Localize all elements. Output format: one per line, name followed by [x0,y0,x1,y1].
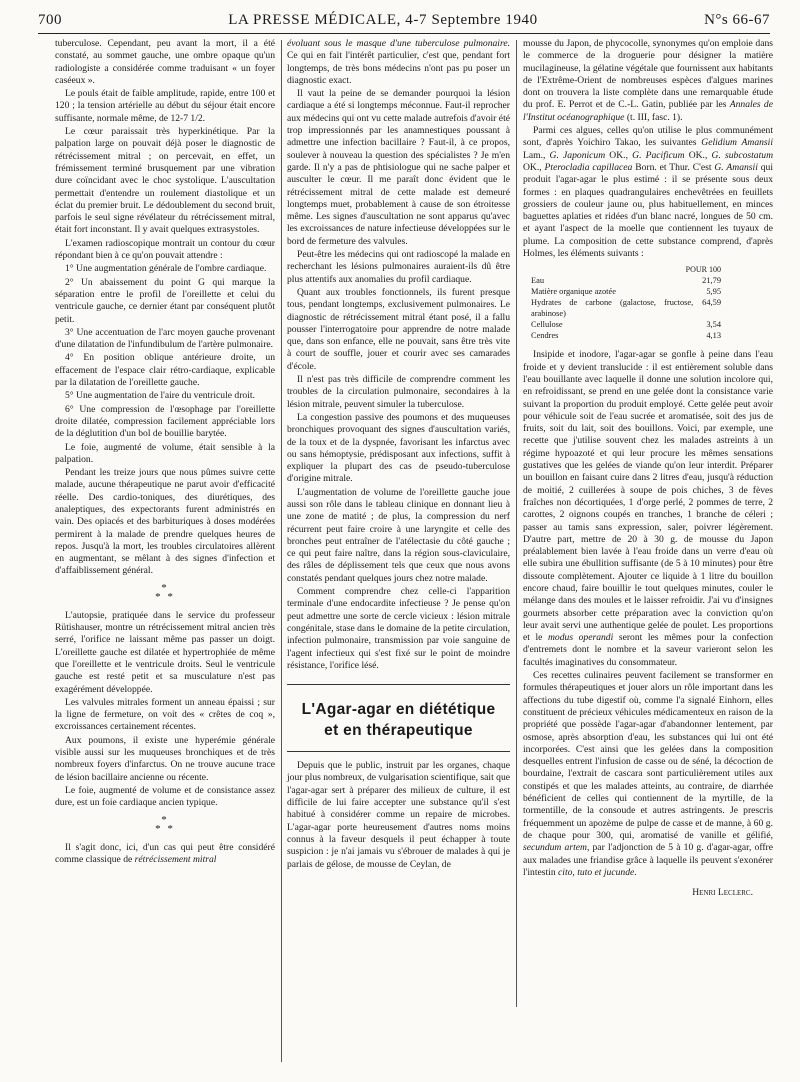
column-divider [281,40,282,1062]
title-line: L'Agar-agar en diététique [301,701,496,719]
paragraph: Peut-être les médecins qui ont radioscopé la malade en recherchant les lésions pulmonaires auraient-ils dû être plus attentifs aux anomalies du profil cardiaque. [287,249,510,285]
paragraph [523,349,773,669]
paragraph: L'autopsie, pratiquée dans le service du professeur Rütishauser, montre un rétrécissement mitral ancien très serré, l'orifice ne laissant même pas passer un doigt. L'oreillette gauche est dilatée et hypertrophiée de même que l'oreillette et le ventricule droits. Seul le ventricule gauche est resté petit et sa musculature n'est pas exagérément développée. [55,609,275,695]
column-divider [516,40,517,1007]
column-1 [55,38,275,867]
list-item: 2° Un abaissement du point G qui marque la séparation entre le profil de l'oreillette et celui du ventricule gauche, ce dernier étant par conséquent plutôt petit. [55,276,275,325]
paragraph: Aux poumons, il existe une hyperémie générale visible aussi sur les muqueuses bronchiques et de très nombreux foyers d'infarctus. On ne trouve aucune trace de lésion bacillaire ancienne ou récente. [55,734,275,783]
paragraph: Le cœur paraissait très hyperkinétique. Par la palpation large on pouvait déjà poser le diagnostic de rétrécissement mitral ; on percevait, en effet, un frémissement terminé brusquement par une vibration dure coïncidant avec le choc systolique. L'auscultation permettait d'entendre un roulement diastolique et un éclat du premier bruit. Le dédoublement du second bruit, parfois le seul signe révélateur du rétrécissement mitral, était fort inconstant. Il y avait quelques extrasystoles. [55,126,275,236]
text-run: Insipide et inodore, l'agar-agar se gonfle à peine dans l'eau froide et y devient translucide : il est entièrement soluble dans l'eau bouillante avec laquelle il donne une solution incolore qui, en refroidissant, se prend en une gelée dont la consistance varie suivant la proportion du produit employé. Cette gelée peut avoir pour véhicule soit de l'eau sucrée et aromatisée, soit des jus de fruits, soit du lait, soit des bouillons. Voici, par exemple, une recette que j'utilise souvent chez les malades astreints à un régime hypoazoté et qui leur procure les mêmes sensations gustatives que les gelées de viande qu'on leur interdit. Préparer un bouillon en faisant cuire dans 2 litres d'eau, jusqu'à réduction de moitié, 2 cuillerées à soupe de pois chiches, 3 de fèves fraîches non décortiquées, 1 d'orge perlé, 2 pommes de terre, 2 carottes, 2 oignons coupés en tranches, 1 branche de céleri ; passer au tamis sans expression, saler, poivrer légèrement. D'autre part, mettre de 20 à 30 g. de mousse du Japon préalablement bien lavée à l'eau froide dans un verre d'eau où elle subira une ébullition suffisante (de 5 à 10 minutes) pour être dissoute complètement. Ajouter ce liquide à 1 litre du bouillon encore chaud, faire bouillir le tout quelques minutes, couler le mélange dans des moules et le laisser refroidir. J'ai vu d'insignes gourmets absorber cette préparation avec la conviction qu'on leur avait servi une authentique gelée de poulet. Les proportions et le [523,349,773,644]
italic-run: Annales de l'Institut océanographique [523,99,773,123]
text-run: (t. III, fasc. 1). [624,111,683,123]
running-header [38,12,770,32]
italic-run: Gelidium Amansii [701,137,773,149]
journal-title: LA PRESSE MÉDICALE, 4-7 Septembre 1940 [228,12,538,28]
text-run: seront les mêmes pour la confection d'entremets dont le nombre et la saveur varieront selon les facultés imaginatives du consommateur. [523,632,773,668]
paragraph: L'examen radioscopique montrait un contour du cœur répondant bien à ce qu'on pouvait attendre : [55,237,275,262]
paragraph [523,125,773,260]
header-rule [38,33,770,34]
paragraph [523,38,773,124]
paragraph: Depuis que le public, instruit par les organes, chaque jour plus nombreux, de vulgarisation scientifique, sait que l'agar-agar sert à préparer des milieux de culture, il est difficile de lui faire accepter une substance qu'il s'est habitué à considérer comme un repaire de microbes. L'agar-agar porte heureusement d'autres noms moins connus à la faveur desquels il peut échapper à toute suspicion : je n'ai jamais vu s'ébrouer de malades à qui je parlais de gélose, de mousse de Ceylan, de [287,760,511,870]
list-item: 6° Une compression de l'œsophage par l'oreillette droite dilatée, compression facilement appréciable lors de la déglutition d'un bol de bouillie barytée. [55,403,275,440]
text-run: OK., [605,149,633,161]
list-item: 5° Une augmentation de l'aire du ventricule droit. [65,390,255,402]
row-value: 3,54 [706,320,721,330]
text-run: qui produit l'agar-agar le plus estimé : il se présente sous deux formes : en plaques quadrangulaires enchevêtrées en feuillets grossiers de couleur jaune ou, plus habituellement, en minces baguettes aplaties et ridées d'un blanc nacré, longues de 50 cm. et ayant l'aspect de la moelle que contiennent les tuyaux de plume. La composition de cette substance comprend, d'après Holmes, les éléments suivants : [523,161,773,260]
table-row [531,275,721,286]
paragraph: Il n'est pas très difficile de comprendre comment les troubles de la circulation pulmonaire, secondaires à la lésion mitrale, peuvent simuler la tuberculose. [287,374,510,410]
paragraph: Les valvules mitrales forment un anneau épaissi ; sur la ligne de fermeture, on voit des « crêtes de coq », excroissances certainement récentes. [55,696,275,733]
text-run: Ce qui en fait l'intérêt particulier, c'est que, pendant fort longtemps, de très bons médecins n'ont pas pu poser un diagnostic exact. [287,50,510,86]
paragraph: Le foie, augmenté de volume et de consistance assez dure, est un foie cardiaque ancien typique. [55,784,275,809]
paragraph [55,842,275,867]
row-label: Matière organique azotée [531,287,616,297]
row-value: 21,79 [702,276,721,286]
paragraph: L'augmentation de volume de l'oreillette gauche joue aussi son rôle dans le tableau clinique en donnant lieu à une zone de matité ; de plus, la compression du nerf récurrent peut faire croire à une laryngite et celle des bronches peut entraîner de l'atélectasie du côté gauche ; ce qui peut faire naître, dans la région sous-claviculaire, des râles de déplissement tels que ceux que nous avons constatés pendant quelques jours chez notre malade. [287,486,510,584]
italic-run: G. Japonicum [549,149,606,161]
italic-run: Pterocladia capillacea [544,161,633,173]
article-title [287,699,510,741]
paragraph: La congestion passive des poumons et des muqueuses bronchiques provoquant des signes d'auscultation variés, de la toux et de la dyspnée, favorisant les infarctus avec ou sans hémoptysie, prédisposant aux infections, suffit à expliquer la plupart des cas de pseudo-tuberculose d'origine mitrale. [287,411,510,485]
text-run: , par l'adjonction de 5 à 10 g. d'agar-agar, offre aux malades une friandise grâce à laquelle ils peuvent s'exonérer l'intestin [523,842,773,878]
table-row [531,286,721,297]
text-run: Parmi ces algues, celles qu'on utilise le plus communément sont, d'après Yoichiro Takao, les suivantes [523,125,773,149]
italic-run: G. subcostatum [711,149,773,161]
text-run: Lam., [523,149,550,161]
row-label: Hydrates de carbone (galactose, fructose, arabinose) [531,298,694,319]
row-label: Eau [531,276,545,286]
text-run: OK., [523,161,545,173]
row-label: Cellulose [531,320,563,330]
article-heading-box [287,684,510,752]
paragraph: Le pouls était de faible amplitude, rapide, entre 100 et 120 ; la tension artérielle au début du séjour était encore suffisante, normale même, de 12-7 1/2. [55,88,275,124]
paragraph [287,38,510,87]
column-3 [523,38,773,899]
row-value: 4,13 [706,331,721,341]
row-label: Cendres [531,331,559,341]
table-row [531,330,721,341]
italic-run: rétrécissement mitral [134,853,217,865]
issue-number: N°s 66-67 [704,12,770,28]
italic-run: évoluant sous le masque d'une tuberculose pulmonaire. [287,38,510,49]
paragraph [523,670,773,879]
text-run: . [634,866,637,878]
italic-run: G. Amansii [714,161,758,173]
table-row [531,319,721,330]
list-item: 4° En position oblique antérieure droite, un effacement de l'espace clair rétro-cardiaque, explicable par la dilatation de l'oreillette gauche. [55,352,275,389]
text-run: Ces recettes culinaires peuvent facilement se transformer en formules thérapeutiques et jouer alors un rôle important dans les affections du tube digestif où, comme l'a signalé Einhorn, elles constituent de précieux véhicules médicamenteux en raison de la propriété que possède l'agar-agar d'abandonner lentement, par osmose, après absorption d'eau, les substances qui lui ont été incorporées. C'est ainsi que les gelées dans la composition desquelles entrent l'infusion de casse ou de séné, la décoction de bourdaine, l'extrait de cascara sont particulièrement utiles aux constipés et que les malades atteints, au contraire, de diarrhée bénéficient de celles qui contiennent de la myrtille, de la tormentille, de la consoude et autres astringents. Je prescris fréquemment un apozème de pulpe de casse et de manne, à 60 g. de chaque pour 300, qui, aromatisé de vanille et gélifié, [523,670,773,841]
author-signature: Henri Leclerc. [692,887,753,899]
row-value: 5,95 [706,287,721,297]
list-item: 1° Une augmentation générale de l'ombre cardiaque. [65,263,267,275]
paragraph: Quant aux troubles fonctionnels, ils furent presque tous, pendant longtemps, exclusivement pulmonaires. Le diagnostic de rétrécissement mitral étant posé, il a fallu pousser l'interrogatoire pour apprendre de notre malade que, dans son enfance, elle ne pouvait, sans être très vite à court de souffle, jouer et courir avec ses camarades d'école. [287,286,510,372]
italic-run: secundum artem [523,842,587,854]
paragraph: Il vaut la peine de se demander pourquoi la lésion cardiaque a été si longtemps méconnue. Faut-il reprocher aux médecins qui ont vu cette malade autrefois d'avoir été trop impressionnés par les anamnestiques poussant à admettre une infection bacillaire ? Faut-il, à ce propos, soulever à nouveau la question des spécialistes ? Je m'en garde. Il n'y a pas de phtisiologue qui ne sache palper et ausculter le cœur. Il me paraît donc évident que le rétrécissement mitral de cette malade est demeuré longtemps muet, probablement à cause de son étroitesse même. Les signes d'auscultation ne sont apparus qu'avec les excroissances de nature infectieuse développées sur le bord de fermeture des valvules. [287,88,510,247]
italic-run: G. Pacificum [632,149,685,161]
table-row [531,297,721,319]
table-unit: POUR 100 [685,265,721,275]
paragraph: Comment comprendre chez celle-ci l'apparition terminale d'une endocardite infectieuse ? Je pense qu'on peut admettre une sorte de cercle vicieux : lésion mitrale congénitale, stase dans le domaine de la petite circulation, infection pulmonaire, transmission par voie sanguine de l'agent infectieux qui s'est fixé sur le point de moindre résistance, l'orifice lésé. [287,586,510,671]
text-run: Born. et Thur. C'est [632,161,715,173]
text-run: mousse du Japon, de phycocolle, synonymes qu'on emploie dans le commerce de la droguerie pour désigner la matière mucilagineuse, la gélatine végétale que fournissent aux habitants de l'Extrême-Orient de nombreuses espèces d'algues marines dont on trouvera la liste complète dans une remarquable étude du prof. E. Perrot et de C.-L. Gatin, publiée par les [523,38,773,111]
list-item: 3° Une accentuation de l'arc moyen gauche provenant d'une dilatation de l'infundibulum de l'artère pulmonaire. [55,326,275,351]
italic-run: cito, tuto et jucunde [558,866,635,878]
paragraph: tuberculose. Cependant, peu avant la mort, il a été constaté, au sommet gauche, une ombre opaque qu'un radiologiste a considérée comme traduisant « un foyer caséeux ». [55,38,275,86]
paragraph: Pendant les treize jours que nous pûmes suivre cette malade, aucune thérapeutique ne parut avoir d'efficacité réelle. Des cardio-toniques, des diurétiques, des analeptiques, des expectorants furent administrés en vain. Des opiacés et des barbituriques à doses modérées permirent à la malade de prendre quelques heures de repos. Jusqu'à la mort, les troubles circulatoires allèrent en augmentant, se mêlant à des signes d'infection et d'affaiblissement général. [55,467,275,577]
text-run: Il s'agit donc, ici, d'un cas qui peut être considéré comme classique de [55,841,275,865]
row-value: 64,59 [702,298,721,308]
composition-table [531,264,721,341]
column-2 [287,38,510,872]
italic-run: modus operandi [548,632,614,644]
section-separator: * * * [155,813,175,835]
title-line: et en thérapeutique [324,722,473,740]
page-number: 700 [38,12,62,28]
section-separator: * * * [155,581,175,603]
paragraph: Le foie, augmenté de volume, était sensible à la palpation. [55,441,275,465]
text-run: OK., [684,149,712,161]
